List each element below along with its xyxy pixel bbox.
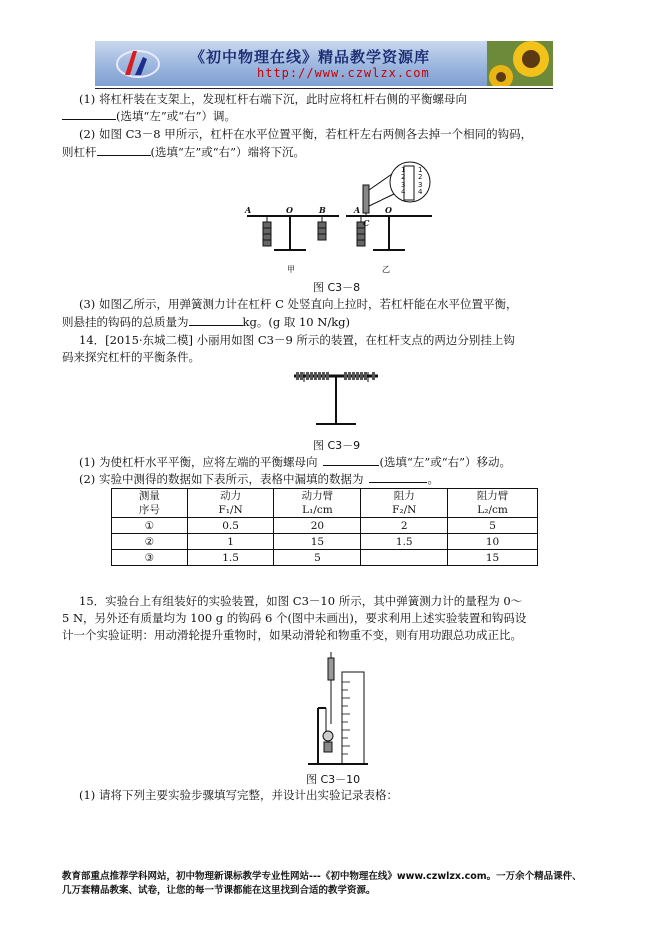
- label-b: B: [319, 205, 326, 215]
- table-header-cell: 测量 序号: [112, 489, 188, 518]
- data-table: [111, 488, 538, 566]
- footer-line-2: 几万套精品教案、试卷，让您的每一节课都能在这里找到合适的教学资源。: [62, 885, 376, 896]
- table-row: ③ 1.5 5 15: [112, 550, 538, 566]
- q13-p1-text: (1) 将杠杆装在支架上，发现杠杆右端下沉，此时应将杠杆右侧的平衡螺母向: [79, 92, 467, 106]
- label-a: A: [245, 205, 252, 215]
- figure-caption-c3-8: 图 C3－8: [313, 281, 361, 294]
- banner-url[interactable]: http://www.czwlzx.com: [257, 66, 430, 80]
- figure-c3-9: [286, 366, 384, 436]
- q14-p1-text: (1) 为使杠杆水平平衡，应将左端的平衡螺母向 (选填“左”或“右”）移动。: [79, 455, 511, 469]
- table-header-cell: 动力臂 L₁/cm: [274, 489, 361, 518]
- q14-p2-text: (2) 实验中测得的数据如下表所示，表格中漏填的数据为 。: [79, 472, 439, 486]
- figure-caption-c3-9: 图 C3－9: [313, 439, 361, 452]
- sunflower-icon: [487, 41, 553, 86]
- label-c: C: [363, 218, 370, 228]
- svg-text:3: 3: [418, 181, 423, 189]
- q13-p3-line2: 则悬挂的钩码的总质量为 kg。(g 取 10 N/kg): [62, 315, 351, 329]
- figure-caption-c3-10: 图 C3－10: [306, 773, 361, 786]
- q15-p1-text: (1) 请将下列主要实验步骤填写完整，并设计出实验记录表格：: [79, 788, 398, 802]
- q15-intro: 15．实验台上有组装好的实验装置，如图 C3－10 所示，其中弹簧测力计的量程为 0～: [79, 594, 523, 608]
- table-header-cell: 动力 F₁/N: [187, 489, 274, 518]
- figure-c3-10: [306, 652, 370, 766]
- label-o: O: [286, 205, 293, 215]
- svg-text:2: 2: [418, 173, 423, 181]
- q14-intro: 14．[2015·东城二模] 小丽用如图 C3－9 所示的装置，在杠杆支点的两边分别挂上钩: [79, 333, 515, 347]
- q14-intro-line2: 码来探究杠杆的平衡条件。: [62, 350, 200, 364]
- table-row: ① 0.5 20 2 5: [112, 518, 538, 534]
- label-o2: O: [385, 205, 392, 215]
- missing-cell: [361, 550, 448, 566]
- q15-intro-line3: 计一个实验证明：用动滑轮提升重物时，如果动滑轮和物重不变，则有用功跟总功成正比。: [62, 628, 522, 642]
- q13-p1-line2: (选填“左”或“右”）调。: [62, 108, 236, 123]
- banner-title: 《初中物理在线》精品教学资源库: [190, 48, 431, 66]
- logo-icon: [115, 47, 161, 81]
- answer-blank[interactable]: [369, 471, 427, 483]
- label-a2: A: [354, 205, 361, 215]
- q13-p2-text: (2) 如图 C3－8 甲所示，杠杆在水平位置平衡，若杠杆左右两侧各去掉一个相同的钩码，: [79, 127, 533, 141]
- fig-label-yi: 乙: [382, 265, 390, 274]
- svg-text:3: 3: [401, 181, 406, 189]
- svg-text:4: 4: [401, 188, 406, 196]
- table-header-row: [112, 489, 538, 518]
- svg-text:1: 1: [418, 166, 423, 174]
- q15-intro-line2: 5 N，另外还有质量均为 100 g 的钩码 6 个(图中未画出)，要求利用上述实验装置和钩码设: [62, 611, 527, 625]
- svg-text:2: 2: [401, 173, 406, 181]
- table-header-cell: 阻力 F₂/N: [361, 489, 448, 518]
- answer-blank[interactable]: [323, 454, 379, 466]
- table-header-cell: 阻力臂 L₂/cm: [448, 489, 538, 518]
- header-banner: [95, 41, 553, 86]
- answer-blank[interactable]: [62, 108, 116, 120]
- svg-text:1: 1: [401, 166, 406, 174]
- q13-p3-text: (3) 如图乙所示，用弹簧测力计在杠杆 C 处竖直向上拉时，若杠杆能在水平位置平衡，: [79, 297, 518, 311]
- svg-text:4: 4: [418, 188, 423, 196]
- answer-blank[interactable]: [97, 144, 151, 156]
- footer-line-1: 教育部重点推荐学科网站，初中物理新课标教学专业性网站---《初中物理在线》www.czwlzx.com。一万余个精品课件、: [62, 871, 582, 882]
- fig-label-jia: 甲: [287, 265, 295, 274]
- figure-c3-8: [236, 160, 436, 278]
- q13-p2-line2: 则杠杆 (选填“左”或“右”）端将下沉。: [62, 145, 306, 159]
- answer-blank[interactable]: [189, 314, 243, 326]
- table-row: ② 1 15 1.5 10: [112, 534, 538, 550]
- header-rule: [95, 88, 553, 89]
